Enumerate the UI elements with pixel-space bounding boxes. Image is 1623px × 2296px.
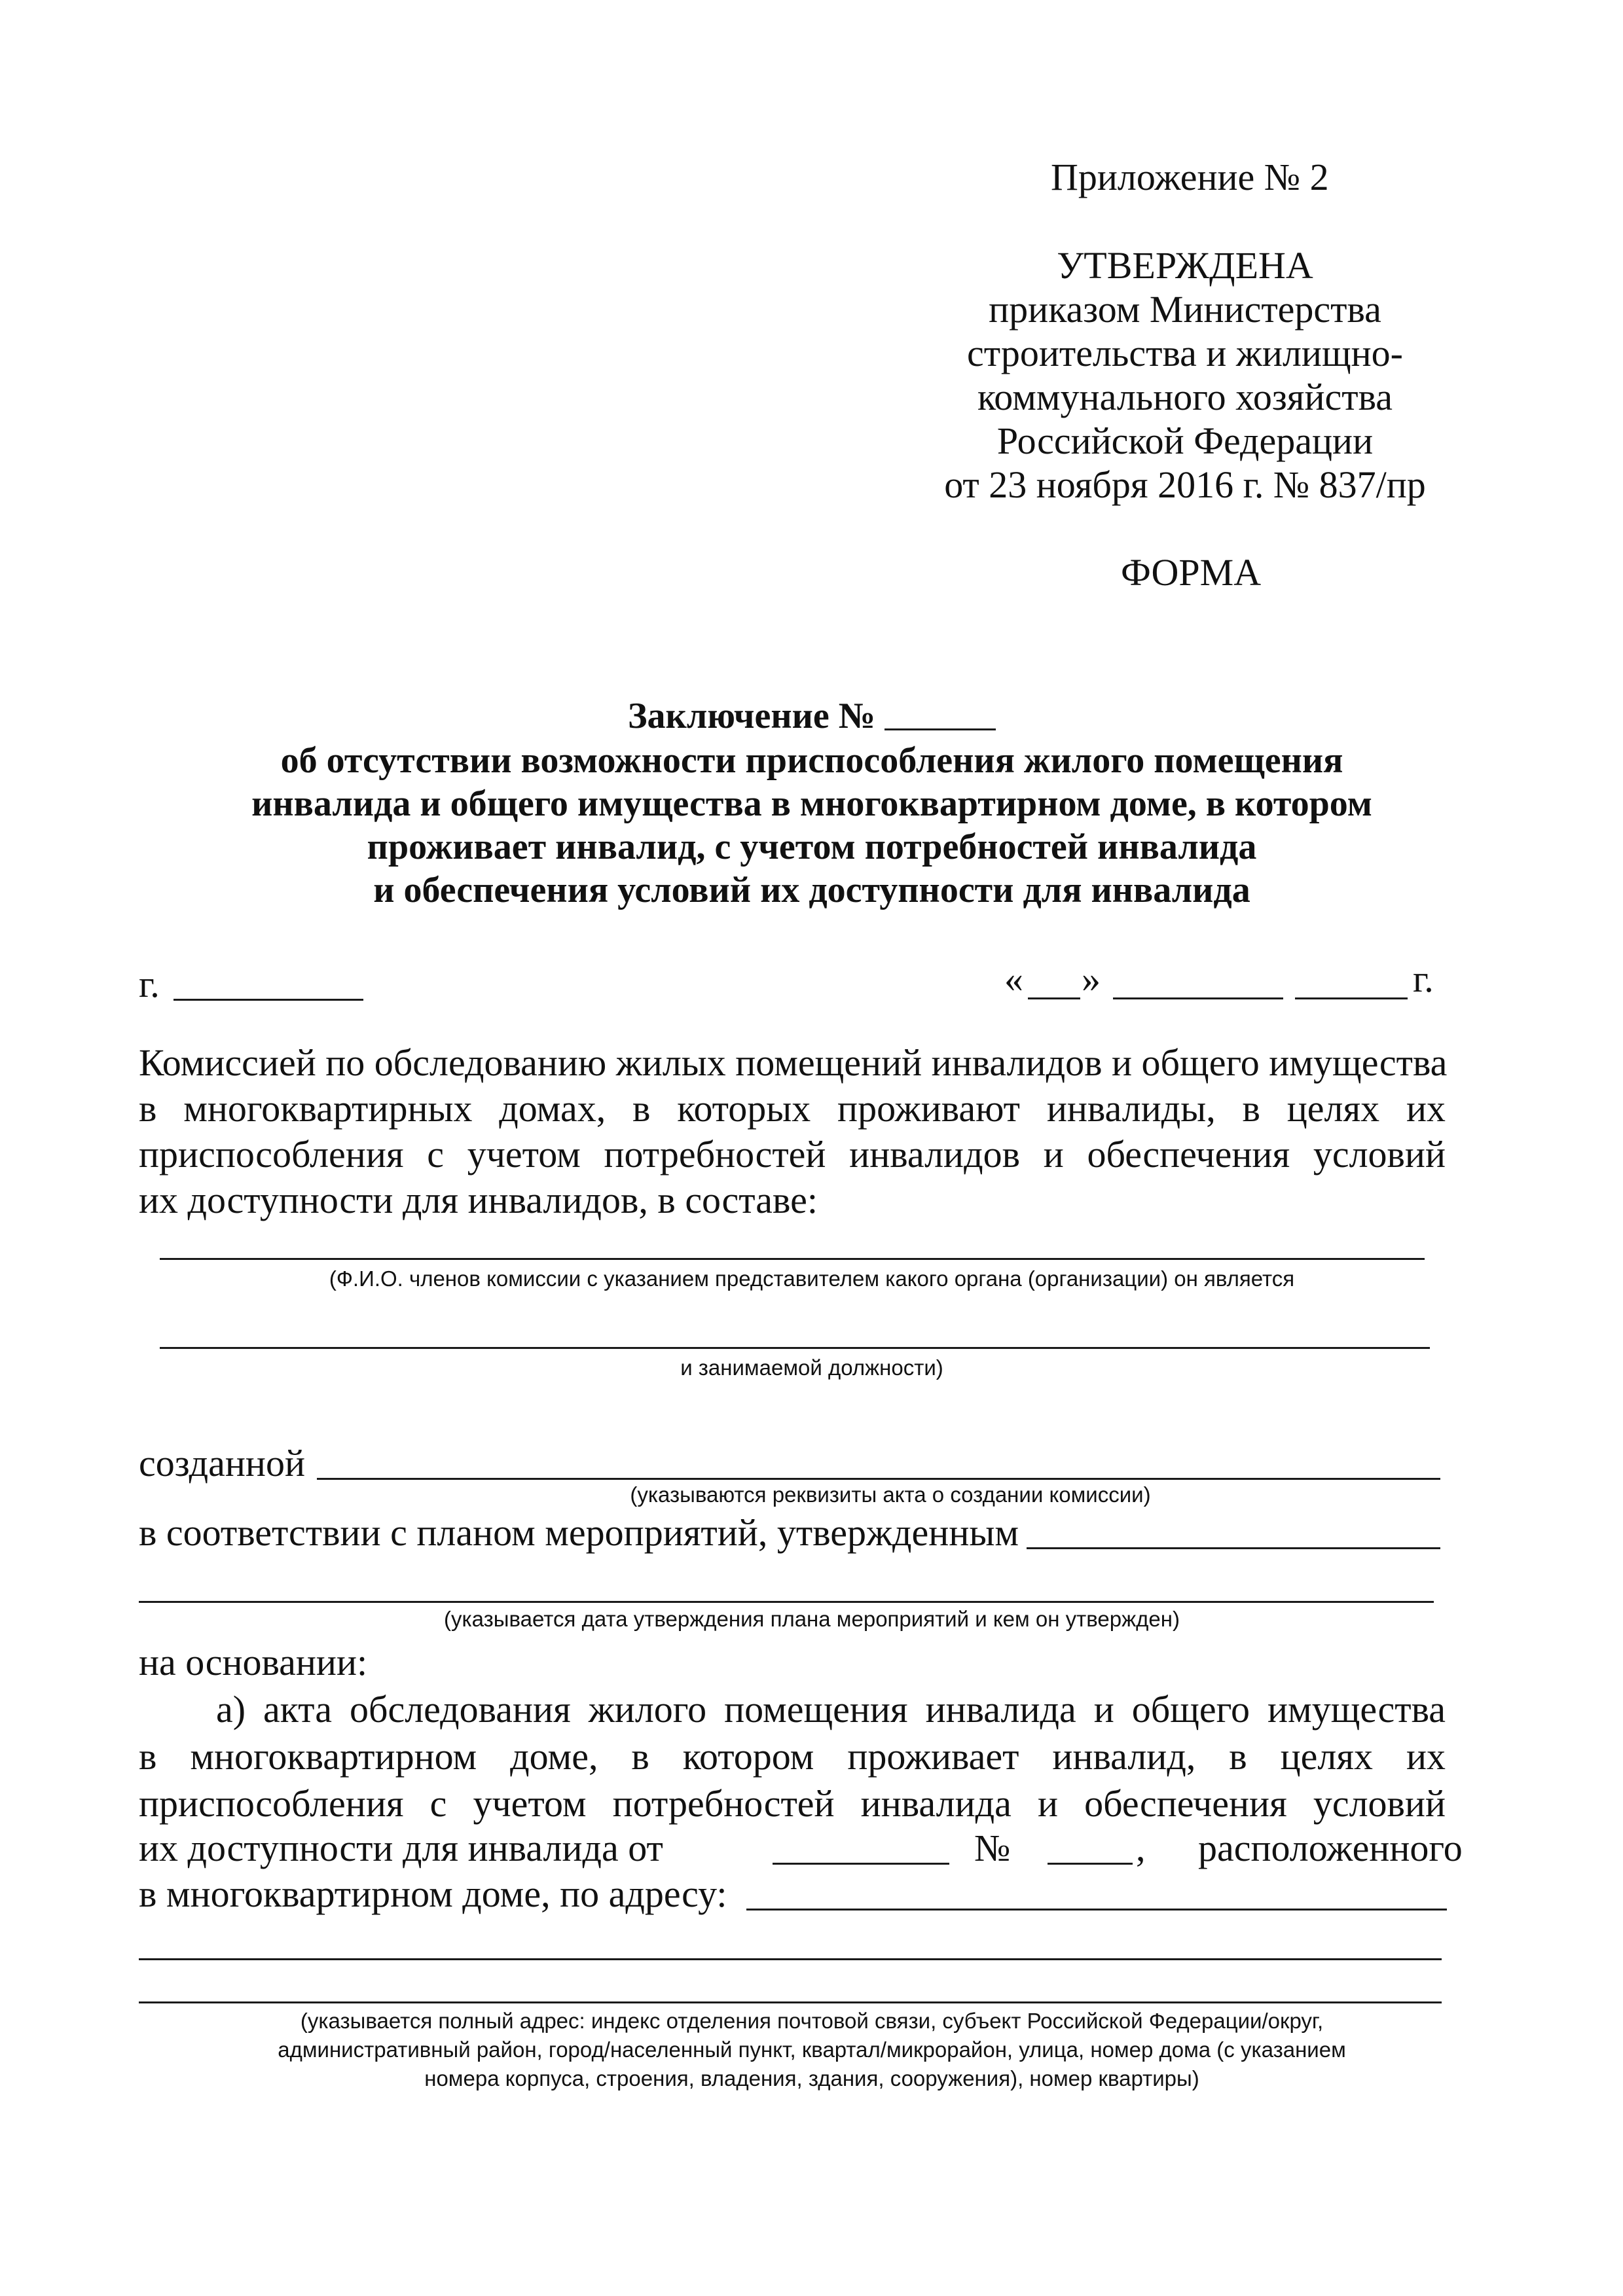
title-line: инвалида и общего имущества в многоквартирном доме, в котором (251, 783, 1372, 824)
address-caption: (указывается полный адрес: индекс отделения почтовой связи, субъект Российской Федерации/округ, (300, 2009, 1324, 2033)
basis-line: приспособления с учетом потребностей инвалида и обеспечения условий (139, 1782, 1446, 1825)
commission-line: в многоквартирных домах, в которых проживают инвалиды, в целях их (139, 1087, 1446, 1130)
basis-comma: , (1136, 1827, 1146, 1869)
address-field-1[interactable] (746, 1909, 1447, 1910)
created-act-field[interactable] (317, 1478, 1440, 1480)
basis-act-date-field[interactable] (773, 1863, 949, 1865)
commission-line: Комиссией по обследованию жилых помещений инвалидов и общего имущества (139, 1041, 1448, 1084)
plan-label: в соответствии с планом мероприятий, утвержденным (139, 1511, 1019, 1554)
conclusion-number-field[interactable] (884, 697, 996, 730)
members-caption: и занимаемой должности) (680, 1355, 943, 1380)
members-field-2[interactable] (160, 1347, 1430, 1349)
approval-block (871, 243, 1499, 507)
basis-number-sign: № (974, 1827, 1011, 1869)
basis-located-label: расположенного (1198, 1827, 1463, 1869)
created-label: созданной (139, 1442, 305, 1484)
conclusion-number-label: Заключение № (628, 696, 875, 736)
approval-line: коммунального хозяйства (977, 376, 1393, 418)
year-suffix: г. (1413, 958, 1434, 1000)
city-field[interactable] (173, 999, 363, 1001)
title-line: об отсутствии возможности приспособления жилого помещения (280, 740, 1343, 781)
date-quote-close: » (1082, 958, 1101, 1000)
form-label: ФОРМА (1121, 551, 1262, 594)
approval-line: УТВЕРЖДЕНА (1057, 244, 1313, 287)
approval-line: от 23 ноября 2016 г. № 837/пр (944, 463, 1426, 506)
address-field-2[interactable] (139, 1958, 1442, 1960)
title-line: проживает инвалид, с учетом потребностей инвалида (367, 827, 1257, 867)
date-quote-open: « (1004, 958, 1023, 1000)
basis-act-number-field[interactable] (1048, 1863, 1133, 1865)
commission-line: приспособления с учетом потребностей инвалидов и обеспечения условий (139, 1133, 1446, 1175)
conclusion-title (131, 695, 1493, 737)
date-month-field[interactable] (1113, 997, 1283, 999)
basis-address-label: в многоквартирном доме, по адресу: (139, 1873, 727, 1915)
address-caption: номера корпуса, строения, владения, здания, сооружения), номер квартиры) (424, 2066, 1199, 2090)
basis-line: а) акта обследования жилого помещения инвалида и общего имущества (216, 1688, 1446, 1731)
address-caption: административный район, город/населенный пункт, квартал/микрорайон, улица, номер дома (с указанием (278, 2037, 1346, 2062)
title-line: и обеспечения условий их доступности для инвалида (373, 870, 1250, 910)
plan-field-1[interactable] (1027, 1547, 1440, 1549)
approval-line: Российской Федерации (996, 420, 1374, 462)
basis-line: в многоквартирном доме, в котором проживает инвалид, в целях их (139, 1735, 1446, 1778)
plan-caption: (указывается дата утверждения плана мероприятий и кем он утвержден) (444, 1607, 1180, 1631)
appendix-label: Приложение № 2 (1051, 156, 1329, 198)
members-field-1[interactable] (160, 1258, 1425, 1260)
city-prefix: г. (139, 963, 160, 1005)
basis-label: на основании: (139, 1641, 368, 1683)
date-year-field[interactable] (1295, 997, 1408, 999)
basis-act-date-label: их доступности для инвалида от (139, 1827, 663, 1869)
date-day-field[interactable] (1028, 997, 1080, 999)
address-field-3[interactable] (139, 2001, 1442, 2003)
approval-line: строительства и жилищно- (967, 332, 1403, 374)
created-caption: (указываются реквизиты акта о создании комиссии) (630, 1482, 1151, 1507)
plan-field-2[interactable] (139, 1601, 1434, 1603)
members-caption: (Ф.И.О. членов комиссии с указанием представителем какого органа (организации) он является (329, 1266, 1295, 1291)
approval-line: приказом Министерства (989, 288, 1381, 331)
commission-line: их доступности для инвалидов, в составе: (139, 1179, 818, 1221)
